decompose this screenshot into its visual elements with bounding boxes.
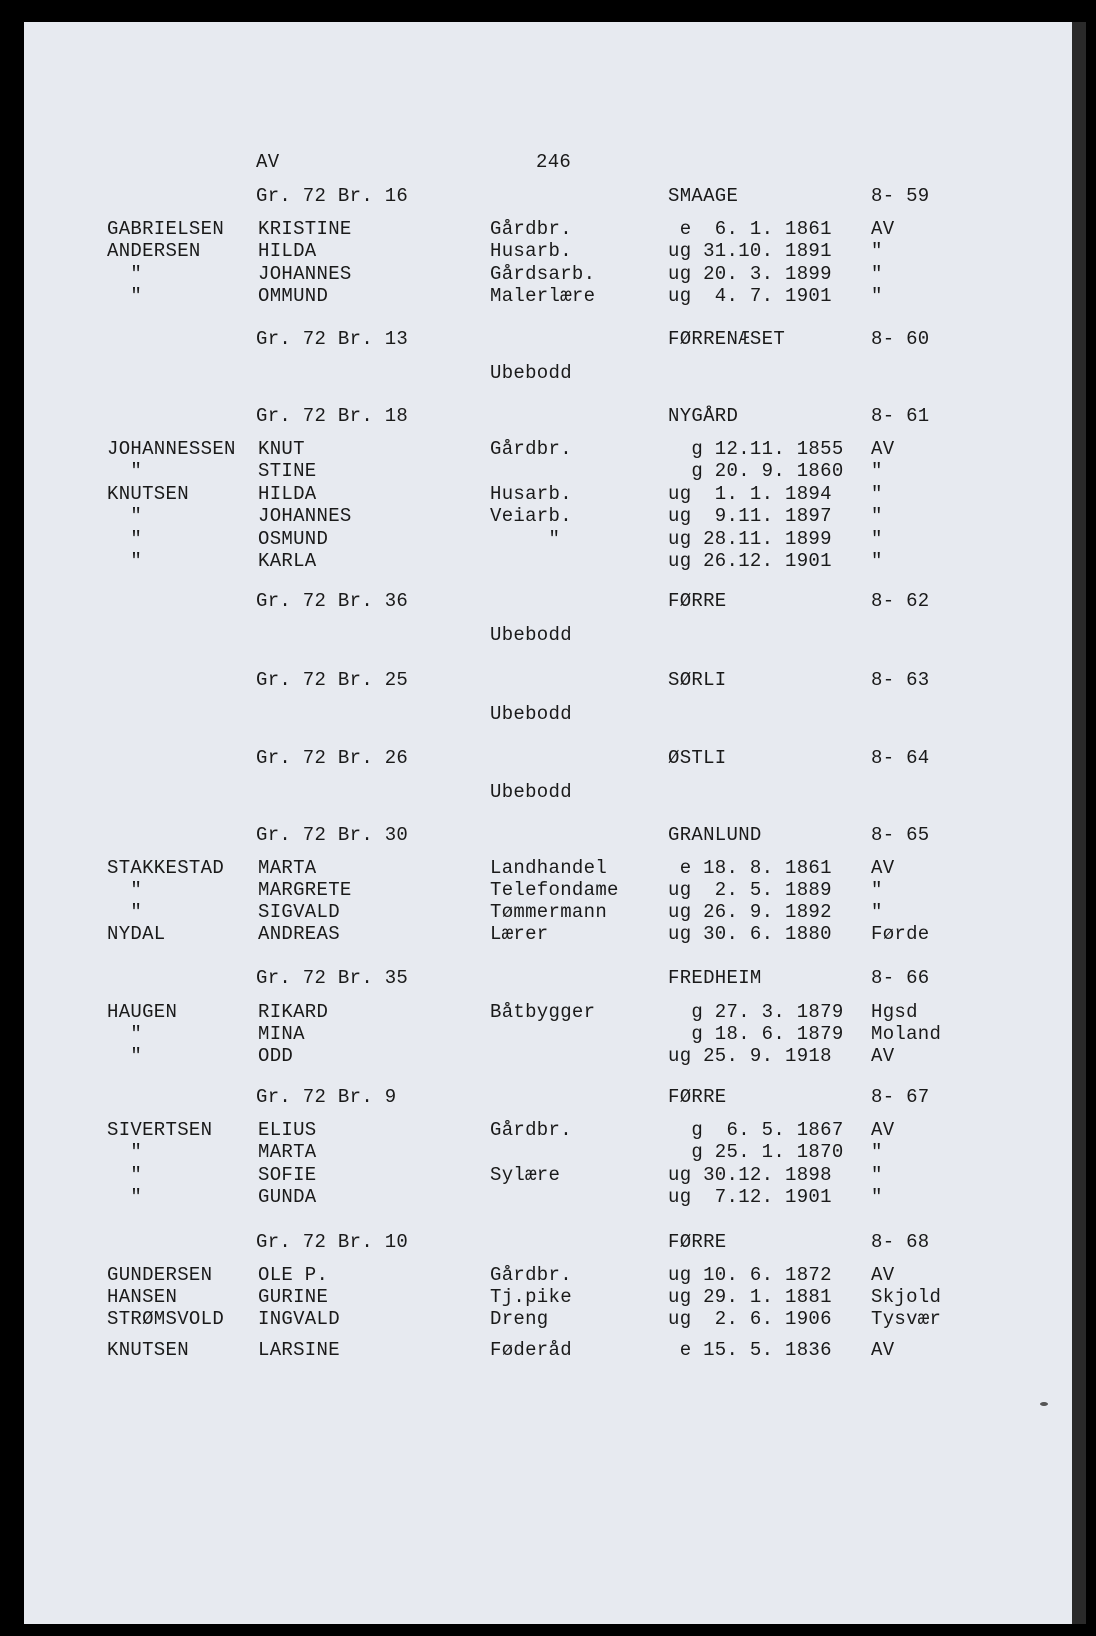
birth-date: ug 4. 7. 1901 bbox=[668, 285, 832, 307]
surname: " bbox=[107, 1141, 143, 1163]
header-left: AV bbox=[256, 151, 280, 173]
occupation: Sylære bbox=[490, 1164, 561, 1186]
farm-name: SMAAGE bbox=[668, 185, 739, 207]
occupation: Gårdbr. bbox=[490, 1264, 572, 1286]
birthplace: Hgsd bbox=[871, 1001, 918, 1023]
birth-date: e 18. 8. 1861 bbox=[668, 857, 832, 879]
occupation: Gårdbr. bbox=[490, 1119, 572, 1141]
surname: " bbox=[107, 1023, 143, 1045]
property-reference: Gr. 72 Br. 18 bbox=[256, 405, 409, 427]
farm-name: SØRLI bbox=[668, 669, 727, 691]
given-name: JOHANNES bbox=[258, 505, 352, 527]
birthplace: " bbox=[871, 879, 883, 901]
surname: " bbox=[107, 901, 143, 923]
farm-name: NYGÅRD bbox=[668, 405, 739, 427]
given-name: MARGRETE bbox=[258, 879, 352, 901]
property-reference: Gr. 72 Br. 16 bbox=[256, 185, 409, 207]
birthplace: " bbox=[871, 1164, 883, 1186]
farm-name: FØRRE bbox=[668, 1231, 727, 1253]
given-name: KNUT bbox=[258, 438, 305, 460]
property-reference: Gr. 72 Br. 36 bbox=[256, 590, 409, 612]
birthplace: AV bbox=[871, 1119, 895, 1141]
occupation: Tj.pike bbox=[490, 1286, 572, 1308]
page-number: 246 bbox=[536, 151, 572, 173]
given-name: ELIUS bbox=[258, 1119, 317, 1141]
birth-date: g 6. 5. 1867 bbox=[668, 1119, 844, 1141]
birthplace: AV bbox=[871, 1264, 895, 1286]
birthplace: " bbox=[871, 460, 883, 482]
surname: " bbox=[107, 285, 143, 307]
birthplace: Førde bbox=[871, 923, 930, 945]
house-number: 8- 60 bbox=[871, 328, 930, 350]
given-name: STINE bbox=[258, 460, 317, 482]
farm-name: GRANLUND bbox=[668, 824, 762, 846]
farm-name: FREDHEIM bbox=[668, 967, 762, 989]
farm-name: ØSTLI bbox=[668, 747, 727, 769]
surname: NYDAL bbox=[107, 923, 166, 945]
birth-date: g 27. 3. 1879 bbox=[668, 1001, 844, 1023]
birth-date: ug 25. 9. 1918 bbox=[668, 1045, 832, 1067]
birthplace: AV bbox=[871, 438, 895, 460]
surname: " bbox=[107, 879, 143, 901]
given-name: HILDA bbox=[258, 240, 317, 262]
given-name: MARTA bbox=[258, 1141, 317, 1163]
document-page bbox=[24, 22, 1086, 1624]
birthplace: AV bbox=[871, 218, 895, 240]
birth-date: ug 20. 3. 1899 bbox=[668, 263, 832, 285]
scan-border bbox=[1086, 0, 1096, 1636]
birthplace: " bbox=[871, 285, 883, 307]
birthplace: " bbox=[871, 240, 883, 262]
given-name: MARTA bbox=[258, 857, 317, 879]
given-name: OLE P. bbox=[258, 1264, 329, 1286]
uninhabited-note: Ubebodd bbox=[490, 624, 572, 646]
surname: KNUTSEN bbox=[107, 483, 189, 505]
surname: STRØMSVOLD bbox=[107, 1308, 225, 1330]
birth-date: e 15. 5. 1836 bbox=[668, 1339, 832, 1361]
birth-date: ug 2. 6. 1906 bbox=[668, 1308, 832, 1330]
birthplace: " bbox=[871, 1141, 883, 1163]
birth-date: e 6. 1. 1861 bbox=[668, 218, 832, 240]
surname: SIVERTSEN bbox=[107, 1119, 213, 1141]
given-name: JOHANNES bbox=[258, 263, 352, 285]
farm-name: FØRRE bbox=[668, 590, 727, 612]
birth-date: ug 26.12. 1901 bbox=[668, 550, 832, 572]
surname: ANDERSEN bbox=[107, 240, 201, 262]
property-reference: Gr. 72 Br. 25 bbox=[256, 669, 409, 691]
birthplace: " bbox=[871, 263, 883, 285]
occupation: Gårdsarb. bbox=[490, 263, 596, 285]
occupation: Tømmermann bbox=[490, 901, 608, 923]
surname: JOHANNESSEN bbox=[107, 438, 236, 460]
property-reference: Gr. 72 Br. 30 bbox=[256, 824, 409, 846]
birthplace: AV bbox=[871, 1045, 895, 1067]
property-reference: Gr. 72 Br. 13 bbox=[256, 328, 409, 350]
given-name: LARSINE bbox=[258, 1339, 340, 1361]
house-number: 8- 62 bbox=[871, 590, 930, 612]
property-reference: Gr. 72 Br. 35 bbox=[256, 967, 409, 989]
birthplace: " bbox=[871, 528, 883, 550]
surname: " bbox=[107, 1164, 143, 1186]
birth-date: ug 29. 1. 1881 bbox=[668, 1286, 832, 1308]
birth-date: ug 2. 5. 1889 bbox=[668, 879, 832, 901]
birth-date: ug 1. 1. 1894 bbox=[668, 483, 832, 505]
occupation: Gårdbr. bbox=[490, 218, 572, 240]
surname: KNUTSEN bbox=[107, 1339, 189, 1361]
birth-date: ug 10. 6. 1872 bbox=[668, 1264, 832, 1286]
occupation: Føderåd bbox=[490, 1339, 572, 1361]
surname: GUNDERSEN bbox=[107, 1264, 213, 1286]
given-name: OSMUND bbox=[258, 528, 329, 550]
birthplace: Tysvær bbox=[871, 1308, 942, 1330]
uninhabited-note: Ubebodd bbox=[490, 781, 572, 803]
given-name: ODD bbox=[258, 1045, 294, 1067]
given-name: KRISTINE bbox=[258, 218, 352, 240]
birth-date: g 25. 1. 1870 bbox=[668, 1141, 844, 1163]
surname: HANSEN bbox=[107, 1286, 178, 1308]
birth-date: ug 30. 6. 1880 bbox=[668, 923, 832, 945]
surname: STAKKESTAD bbox=[107, 857, 225, 879]
surname: " bbox=[107, 1186, 143, 1208]
birth-date: g 18. 6. 1879 bbox=[668, 1023, 844, 1045]
house-number: 8- 67 bbox=[871, 1086, 930, 1108]
occupation: Husarb. bbox=[490, 483, 572, 505]
given-name: RIKARD bbox=[258, 1001, 329, 1023]
given-name: MINA bbox=[258, 1023, 305, 1045]
birth-date: ug 31.10. 1891 bbox=[668, 240, 832, 262]
birth-date: ug 26. 9. 1892 bbox=[668, 901, 832, 923]
surname: " bbox=[107, 505, 143, 527]
occupation: " bbox=[490, 528, 561, 550]
house-number: 8- 64 bbox=[871, 747, 930, 769]
birthplace: AV bbox=[871, 857, 895, 879]
birthplace: " bbox=[871, 483, 883, 505]
given-name: GURINE bbox=[258, 1286, 329, 1308]
page-header bbox=[24, 150, 572, 174]
birthplace: " bbox=[871, 550, 883, 572]
given-name: INGVALD bbox=[258, 1308, 340, 1330]
property-reference: Gr. 72 Br. 9 bbox=[256, 1086, 397, 1108]
house-number: 8- 65 bbox=[871, 824, 930, 846]
birth-date: ug 7.12. 1901 bbox=[668, 1186, 832, 1208]
scan-mark bbox=[1040, 1402, 1048, 1406]
given-name: HILDA bbox=[258, 483, 317, 505]
occupation: Veiarb. bbox=[490, 505, 572, 527]
birthplace: AV bbox=[871, 1339, 895, 1361]
surname: HAUGEN bbox=[107, 1001, 178, 1023]
farm-name: FØRRENÆSET bbox=[668, 328, 786, 350]
surname: " bbox=[107, 550, 143, 572]
occupation: Malerlære bbox=[490, 285, 596, 307]
house-number: 8- 63 bbox=[871, 669, 930, 691]
birth-date: ug 28.11. 1899 bbox=[668, 528, 832, 550]
birthplace: " bbox=[871, 1186, 883, 1208]
occupation: Husarb. bbox=[490, 240, 572, 262]
surname: " bbox=[107, 263, 143, 285]
occupation: Lærer bbox=[490, 923, 549, 945]
given-name: SIGVALD bbox=[258, 901, 340, 923]
surname: " bbox=[107, 460, 143, 482]
birth-date: g 20. 9. 1860 bbox=[668, 460, 844, 482]
occupation: Båtbygger bbox=[490, 1001, 596, 1023]
birth-date: ug 9.11. 1897 bbox=[668, 505, 832, 527]
birthplace: Moland bbox=[871, 1023, 942, 1045]
given-name: OMMUND bbox=[258, 285, 329, 307]
uninhabited-note: Ubebodd bbox=[490, 703, 572, 725]
property-reference: Gr. 72 Br. 10 bbox=[256, 1231, 409, 1253]
birthplace: Skjold bbox=[871, 1286, 942, 1308]
house-number: 8- 61 bbox=[871, 405, 930, 427]
occupation: Dreng bbox=[490, 1308, 549, 1330]
birthplace: " bbox=[871, 505, 883, 527]
property-reference: Gr. 72 Br. 26 bbox=[256, 747, 409, 769]
house-number: 8- 68 bbox=[871, 1231, 930, 1253]
given-name: SOFIE bbox=[258, 1164, 317, 1186]
uninhabited-note: Ubebodd bbox=[490, 362, 572, 384]
surname: " bbox=[107, 528, 143, 550]
farm-name: FØRRE bbox=[668, 1086, 727, 1108]
given-name: KARLA bbox=[258, 550, 317, 572]
birth-date: ug 30.12. 1898 bbox=[668, 1164, 832, 1186]
scan-edge bbox=[1072, 22, 1086, 1624]
birthplace: " bbox=[871, 901, 883, 923]
given-name: ANDREAS bbox=[258, 923, 340, 945]
given-name: GUNDA bbox=[258, 1186, 317, 1208]
house-number: 8- 59 bbox=[871, 185, 930, 207]
occupation: Landhandel bbox=[490, 857, 608, 879]
occupation: Telefondame bbox=[490, 879, 619, 901]
occupation: Gårdbr. bbox=[490, 438, 572, 460]
birth-date: g 12.11. 1855 bbox=[668, 438, 844, 460]
house-number: 8- 66 bbox=[871, 967, 930, 989]
surname: " bbox=[107, 1045, 143, 1067]
surname: GABRIELSEN bbox=[107, 218, 225, 240]
